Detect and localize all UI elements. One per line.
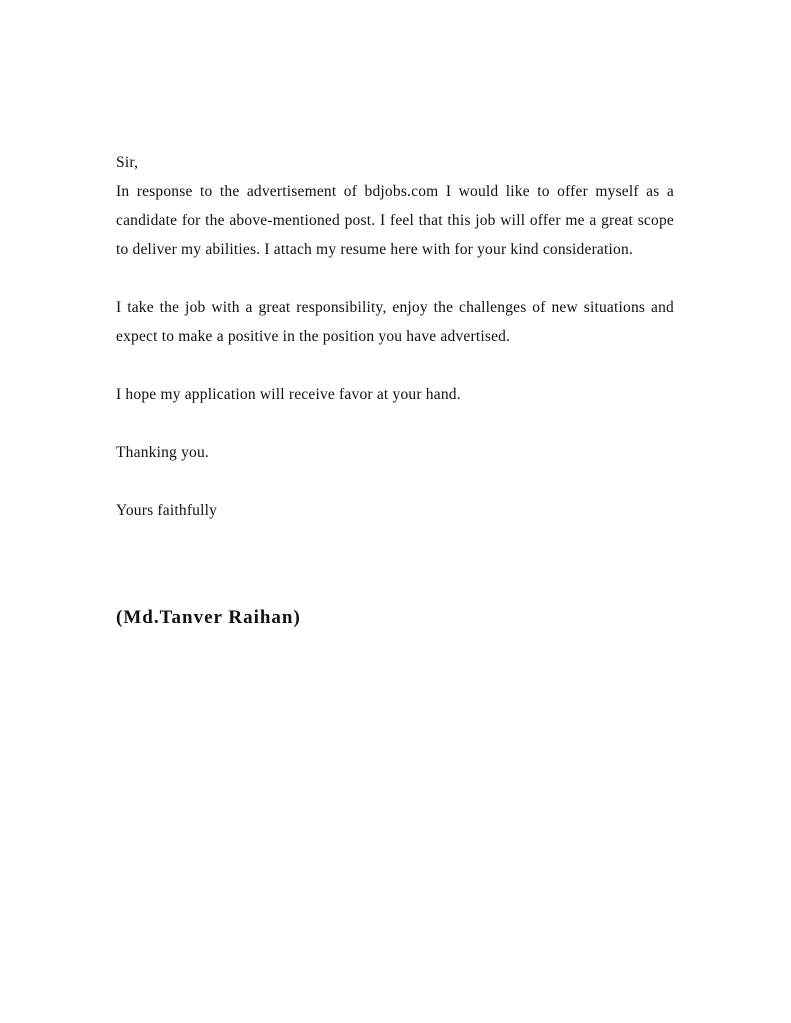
salutation: Sir, <box>116 154 139 171</box>
paragraph-hope: I hope my application will receive favor at your hand. <box>116 386 461 403</box>
paragraph-responsibility: I take the job with a great responsibility, enjoy the challenges of new situations and expect to make a positive in the position you have advertised. <box>116 299 674 345</box>
paragraph-spacer <box>116 467 674 496</box>
letter-body <box>116 148 674 525</box>
paragraph-spacer <box>116 264 674 293</box>
thanks-line: Thanking you. <box>116 444 210 461</box>
closing-line: Yours faithfully <box>116 502 218 519</box>
signature-name: (Md.Tanver Raihan) <box>116 607 301 628</box>
paragraph-spacer <box>116 351 674 380</box>
paragraph-spacer <box>116 409 674 438</box>
paragraph-application: In response to the advertisement of bdjobs.com I would like to offer myself as a candidate for the above-mentioned post. I feel that this job will offer me a great scope to deliver my abilities. I attach my resume here with for your kind consideration. <box>116 183 674 258</box>
